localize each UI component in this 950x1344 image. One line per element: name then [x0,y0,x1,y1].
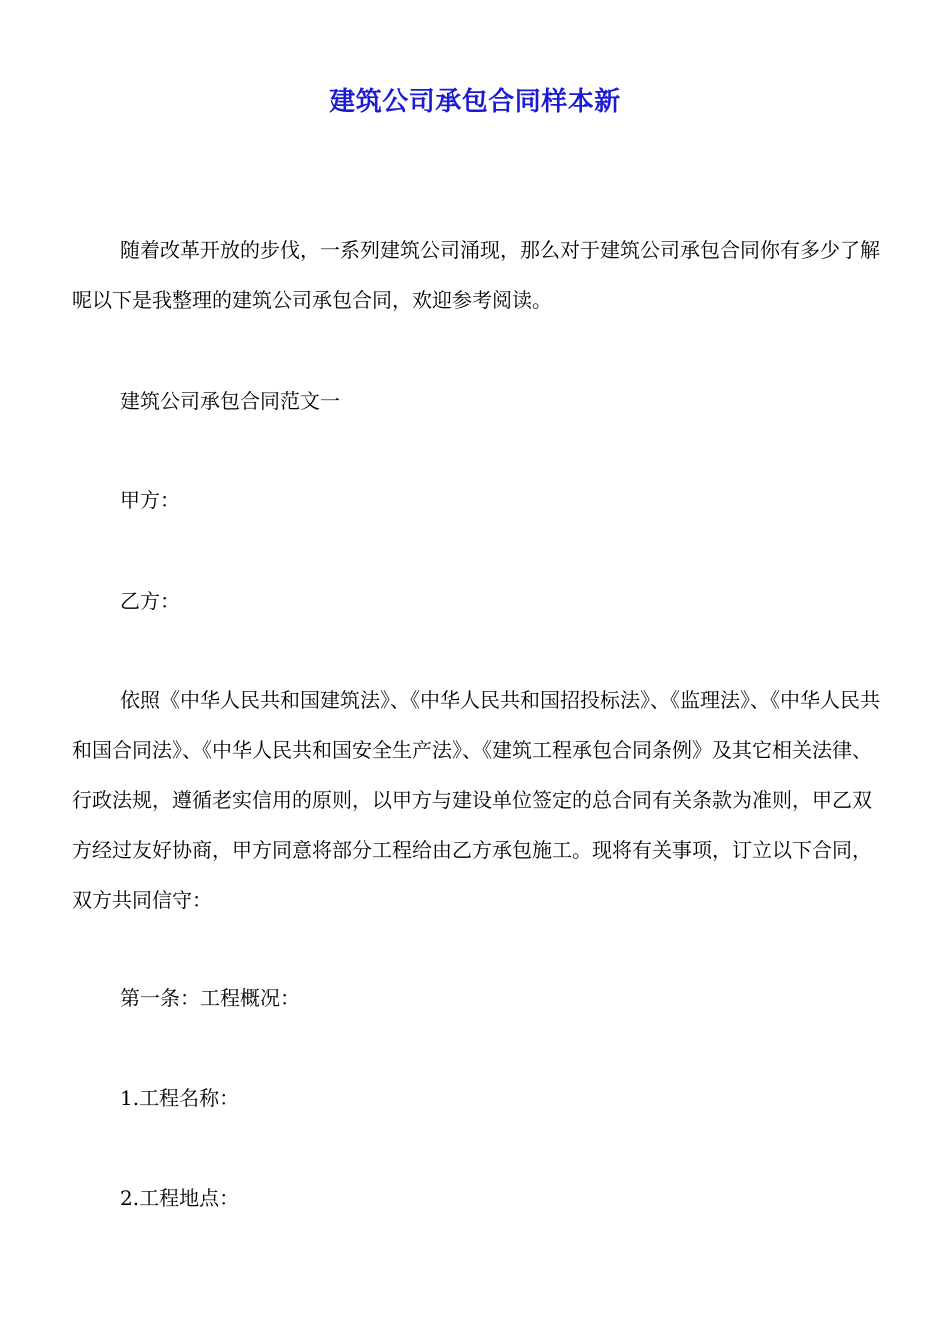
legal-basis-paragraph: 依照《中华人民共和国建筑法》、《中华人民共和国招投标法》、《监理法》、《中华人民共和国合同法》、《中华人民共和国安全生产法》、《建筑工程承包合同条例》及其它相关法律、行政法规，遵循老实信用的原则，以甲方与建设单位签定的总合同有关条款为准则，甲乙双方经过友好协商，甲方同意将部分工程给由乙方承包施工。现将有关事项，订立以下合同，双方共同信守： [72,688,880,912]
sample-heading: 建筑公司承包合同范文一 [120,389,340,413]
intro-paragraph: 随着改革开放的步伐，一系列建筑公司涌现，那么对于建筑公司承包合同你有多少了解呢以下是我整理的建筑公司承包合同，欢迎参考阅读。 [72,238,880,312]
party-a-line: 甲方： [120,488,180,512]
project-name-line: 1.工程名称： [120,1086,240,1110]
project-location-line: 2.工程地点： [120,1186,240,1210]
party-b-line: 乙方： [120,589,180,613]
document-title: 建筑公司承包合同样本新 [329,87,621,117]
article-1-heading: 第一条：工程概况： [120,986,300,1010]
